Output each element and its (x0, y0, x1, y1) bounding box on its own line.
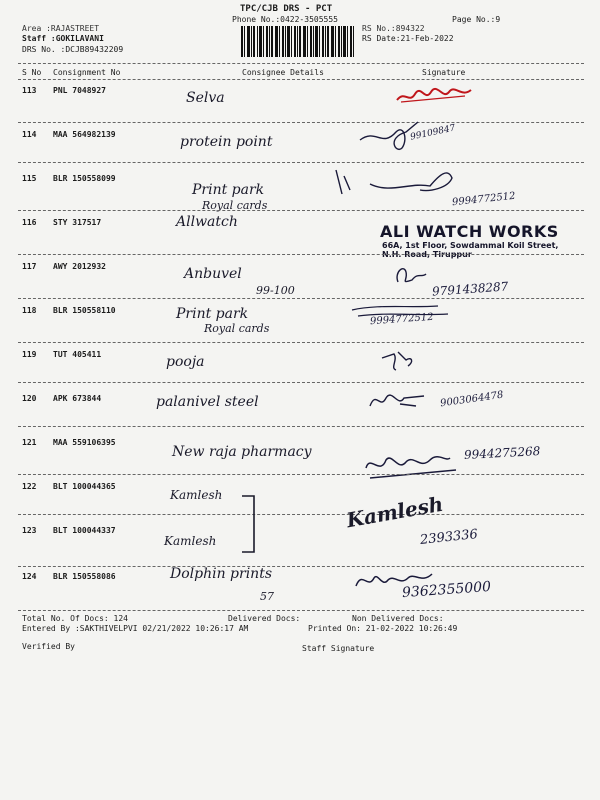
row-consignment: TUT 405411 (53, 350, 102, 359)
row-sno: 124 (22, 572, 37, 581)
row-phone-handwritten: 9994772512 (369, 311, 434, 328)
row-divider (18, 210, 584, 211)
row-consignee-handwritten: Selva (186, 90, 225, 106)
barcode-image (240, 24, 355, 59)
row-consignment: BLR 150558099 (53, 174, 116, 183)
row-consignment: MAA 559106395 (53, 438, 116, 447)
document-title: TPC/CJB DRS - PCT (240, 4, 333, 14)
rs-number: RS No.:894322 (362, 24, 425, 33)
page-number: Page No.:9 (452, 15, 501, 24)
row-consignee-line2: 99-100 (256, 284, 295, 297)
row-phone-handwritten: 99109847 (409, 123, 457, 143)
row-divider (18, 122, 584, 123)
row-consignee-handwritten: protein point (180, 134, 273, 150)
row-consignee-handwritten: Anbuvel (184, 266, 242, 282)
row-consignment: STY 317517 (53, 218, 102, 227)
row-consignee-handwritten: New raja pharmacy (172, 444, 312, 460)
staff-signature: Staff Signature (302, 644, 375, 653)
row-consignment: PNL 7048927 (53, 86, 106, 95)
signature (360, 448, 460, 484)
row-divider (18, 162, 584, 163)
row-consignee-line2: Royal cards (204, 322, 270, 335)
row-sno: 120 (22, 394, 37, 403)
signature-kamlesh: Kamlesh (344, 491, 445, 533)
row-consignment: BLR 150558110 (53, 306, 116, 315)
row-consignee-handwritten: Dolphin prints (170, 566, 273, 582)
row-divider (18, 254, 584, 255)
column-header-consignee: Consignee Details (242, 68, 324, 77)
column-header-signature: Signature (422, 68, 466, 77)
row-consignee-handwritten: Allwatch (176, 214, 238, 230)
row-divider (18, 382, 584, 383)
row-consignee-handwritten: Kamlesh (170, 488, 223, 502)
row-consignee-handwritten: pooja (166, 354, 205, 370)
row-divider (18, 566, 584, 567)
column-header-consignment: Consignment No (53, 68, 121, 77)
rs-date: RS Date:21-Feb-2022 (362, 34, 454, 43)
header-phone: Phone No.:0422-3505555 (232, 15, 338, 24)
non-delivered-docs: Non Delivered Docs: (352, 614, 444, 623)
drs-number: DRS No. :DCJB89432209 (22, 45, 124, 54)
row-sno: 123 (22, 526, 37, 535)
row-sno: 115 (22, 174, 37, 183)
stamp-name: ALI WATCH WORKS (380, 222, 559, 241)
row-consignee-handwritten: Kamlesh (164, 534, 217, 548)
row-phone-handwritten: 9362355000 (401, 578, 492, 602)
row-sno: 117 (22, 262, 37, 271)
row-phone-handwritten: 2393336 (419, 527, 479, 548)
row-phone-handwritten: 9994772512 (451, 190, 517, 209)
signature-red (395, 86, 475, 106)
row-consignment: APK 673844 (53, 394, 102, 403)
row-divider (18, 342, 584, 343)
header-divider (18, 63, 584, 64)
row-consignment: BLT 100044337 (53, 526, 116, 535)
row-phone-handwritten: 9791438287 (431, 279, 509, 299)
stamp-address-1: 66A, 1st Floor, Sowdammal Koil Street, (382, 241, 559, 250)
row-sno: 113 (22, 86, 37, 95)
row-divider (18, 298, 584, 299)
verified-by: Verified By (22, 642, 75, 651)
row-consignee-handwritten: Print park (192, 182, 265, 198)
row-consignment: AWY 2012932 (53, 262, 106, 271)
row-consignee-handwritten: palanivel steel (156, 394, 259, 410)
entered-by: Entered By :SAKTHIVELPVI 02/21/2022 10:26:17 AM (22, 624, 249, 633)
column-header-sno: S No (22, 68, 42, 77)
row-sno: 116 (22, 218, 37, 227)
row-consignment: MAA 564982139 (53, 130, 116, 139)
staff-field: Staff :GOKILAVANI (22, 34, 104, 43)
row-sno: 118 (22, 306, 37, 315)
signature (330, 164, 470, 204)
bracket-mark (240, 494, 260, 556)
column-divider (18, 79, 584, 80)
printed-on: Printed On: 21-02-2022 10:26:49 (308, 624, 458, 633)
row-sno: 121 (22, 438, 37, 447)
row-sno: 122 (22, 482, 37, 491)
row-consignment: BLT 100044365 (53, 482, 116, 491)
row-sno: 114 (22, 130, 37, 139)
row-consignee-line2: Royal cards (202, 199, 268, 212)
row-divider (18, 610, 584, 611)
row-phone-handwritten: 9003064478 (439, 389, 505, 410)
signature (364, 384, 434, 414)
stamp-address-2: N.H. Road, Tiruppur (382, 250, 472, 259)
signature (378, 346, 418, 376)
row-divider (18, 426, 584, 427)
row-sno: 119 (22, 350, 37, 359)
row-consignment: BLR 150558086 (53, 572, 116, 581)
row-consignee-line2: 57 (260, 590, 274, 603)
row-divider (18, 514, 584, 515)
signature (392, 262, 432, 288)
row-consignee-handwritten: Print park (176, 306, 249, 322)
row-phone-handwritten: 9944275268 (463, 444, 541, 462)
delivered-docs: Delivered Docs: (228, 614, 301, 623)
total-docs: Total No. Of Docs: 124 (22, 614, 128, 623)
row-divider (18, 474, 584, 475)
area-field: Area :RAJASTREET (22, 24, 100, 33)
